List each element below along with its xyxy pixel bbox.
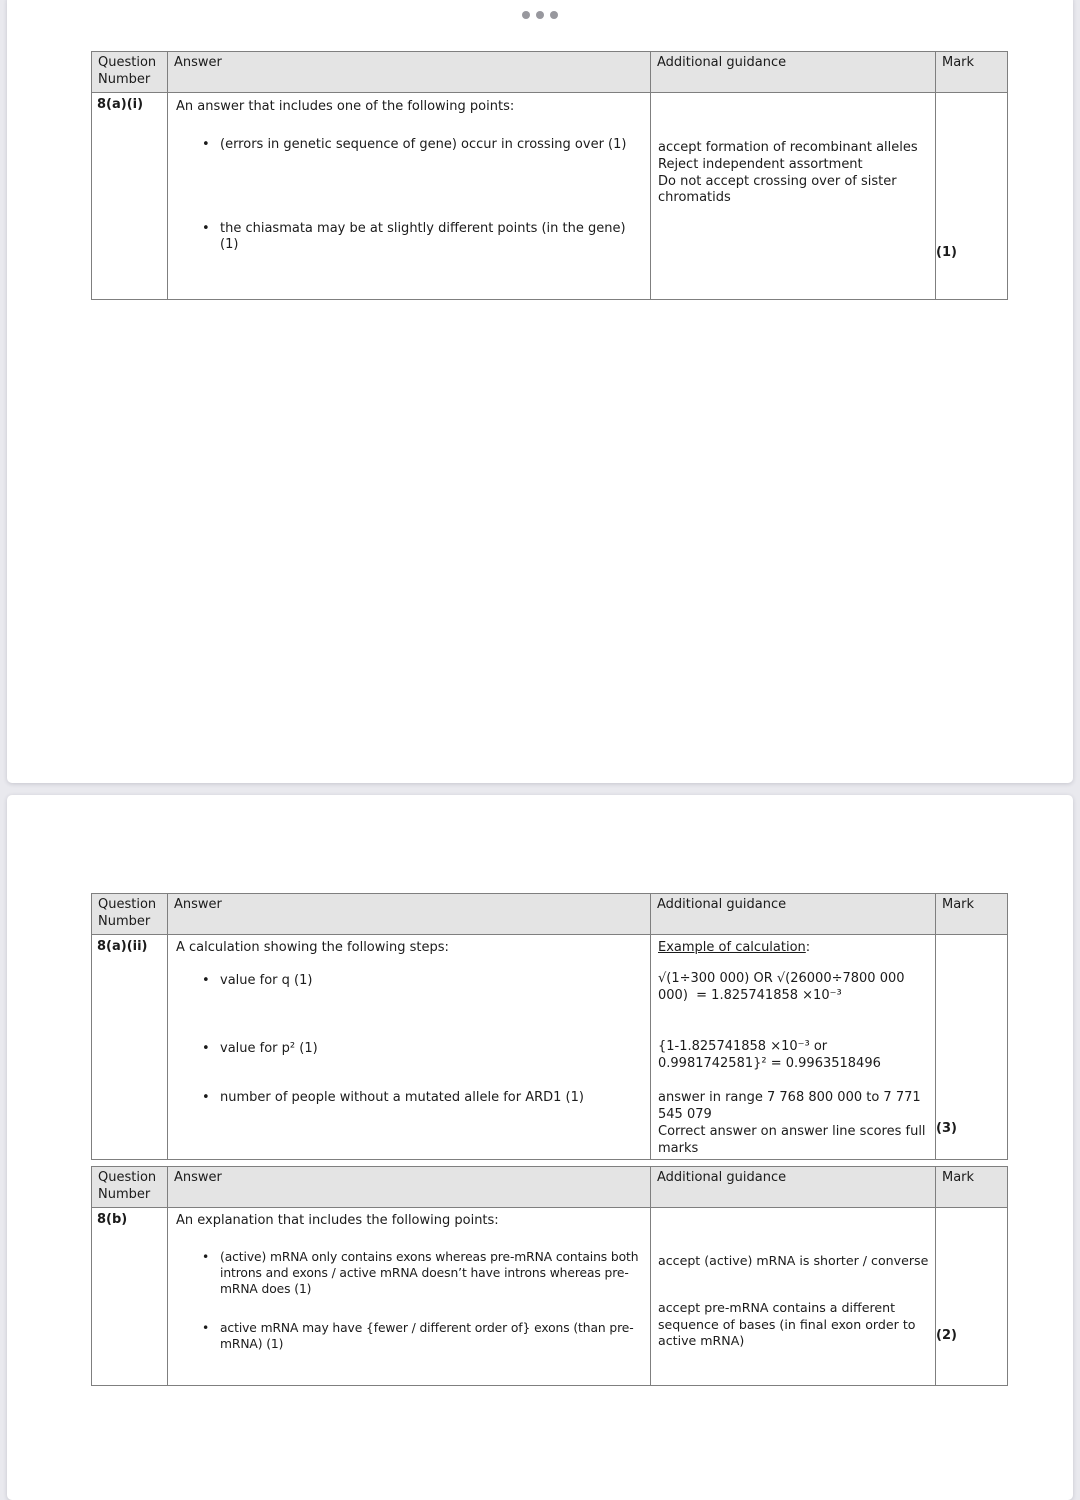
guidance-title-text: Example of calculation (658, 939, 806, 955)
mark-cell (936, 934, 1008, 1159)
column-header-additional-guidance: Additional guidance (651, 894, 936, 935)
ellipsis-dot-icon (522, 11, 530, 19)
header-row (92, 52, 1008, 93)
column-header-answer: Answer (168, 1167, 651, 1208)
guidance-line: accept formation of recombinant alleles (658, 139, 918, 155)
answer-intro: An explanation that includes the following points: (176, 1212, 499, 1228)
document-page-2 (7, 795, 1073, 1500)
answer-bullet: • number of people without a mutated allele for ARD1 (1) (168, 1090, 650, 1107)
guidance-block: √(1÷300 000) OR √(26000÷7800 000 000) = 1.825741858 ×10⁻³ (658, 970, 909, 1003)
column-header-question-number: Question Number (92, 52, 168, 93)
mark-value: (3) (936, 1120, 957, 1136)
answer-intro: A calculation showing the following steps: (176, 939, 449, 955)
guidance-line: Do not accept crossing over of sister chromatids (658, 173, 901, 206)
column-header-mark: Mark (936, 52, 1008, 93)
guidance-block: Correct answer on answer line scores full marks (658, 1124, 930, 1156)
mark-scheme-table-8b (91, 1166, 1008, 1386)
mark-value: (1) (936, 244, 957, 260)
answer-bullet: • value for p² (1) (168, 1041, 650, 1058)
guidance-cell (651, 92, 936, 299)
guidance-cell (651, 1207, 936, 1385)
content-row (92, 1207, 1008, 1385)
ellipsis-dot-icon (550, 11, 558, 19)
answer-bullet: • value for q (1) (168, 973, 650, 990)
column-header-additional-guidance: Additional guidance (651, 1167, 936, 1208)
column-header-question-number: Question Number (92, 894, 168, 935)
answer-bullet: • (errors in genetic sequence of gene) occur in crossing over (1) (168, 137, 650, 154)
question-number: 8(a)(i) (92, 92, 168, 299)
column-header-additional-guidance: Additional guidance (651, 52, 936, 93)
guidance-cell (651, 934, 936, 1159)
answer-cell (168, 934, 651, 1159)
column-header-mark: Mark (936, 894, 1008, 935)
guidance-title-colon: : (805, 939, 811, 955)
content-row (92, 934, 1008, 1159)
answer-bullet: • active mRNA may have {fewer / different order of} exons (than pre-mRNA) (1) (168, 1321, 650, 1353)
document-page-1 (7, 0, 1073, 783)
content-row (92, 92, 1008, 299)
mark-cell (936, 92, 1008, 299)
mark-cell (936, 1207, 1008, 1385)
guidance-block: accept (active) mRNA is shorter / converse (658, 1252, 929, 1268)
guidance-title (658, 940, 931, 957)
header-row (92, 894, 1008, 935)
column-header-answer: Answer (168, 52, 651, 93)
column-header-question-number: Question Number (92, 1167, 168, 1208)
column-header-mark: Mark (936, 1167, 1008, 1208)
answer-bullet: • the chiasmata may be at slightly different points (in the gene) (1) (168, 221, 650, 255)
question-number: 8(b) (92, 1207, 168, 1385)
page-drag-handle[interactable] (522, 11, 558, 19)
guidance-block: {1-1.825741858 ×10⁻³ or 0.9981742581}² = 0.9963518496 (658, 1039, 881, 1072)
answer-cell (168, 92, 651, 299)
ellipsis-dot-icon (536, 11, 544, 19)
answer-cell (168, 1207, 651, 1385)
mark-value: (2) (936, 1327, 957, 1343)
guidance-block: answer in range 7 768 800 000 to 7 771 545 079 (658, 1090, 925, 1123)
answer-bullet: • (active) mRNA only contains exons whereas pre-mRNA contains both introns and exons / active mRNA doesn’t have introns whereas pre-mRNA does (1) (168, 1250, 650, 1298)
guidance-block: accept pre-mRNA contains a different sequence of bases (in final exon order to active mRNA) (658, 1300, 920, 1348)
guidance-line: Reject independent assortment (658, 156, 863, 172)
column-header-answer: Answer (168, 894, 651, 935)
header-row (92, 1167, 1008, 1208)
mark-scheme-table-8aii (91, 893, 1008, 1160)
mark-scheme-table-8ai (91, 51, 1008, 300)
question-number: 8(a)(ii) (92, 934, 168, 1159)
answer-intro: An answer that includes one of the following points: (176, 98, 515, 114)
